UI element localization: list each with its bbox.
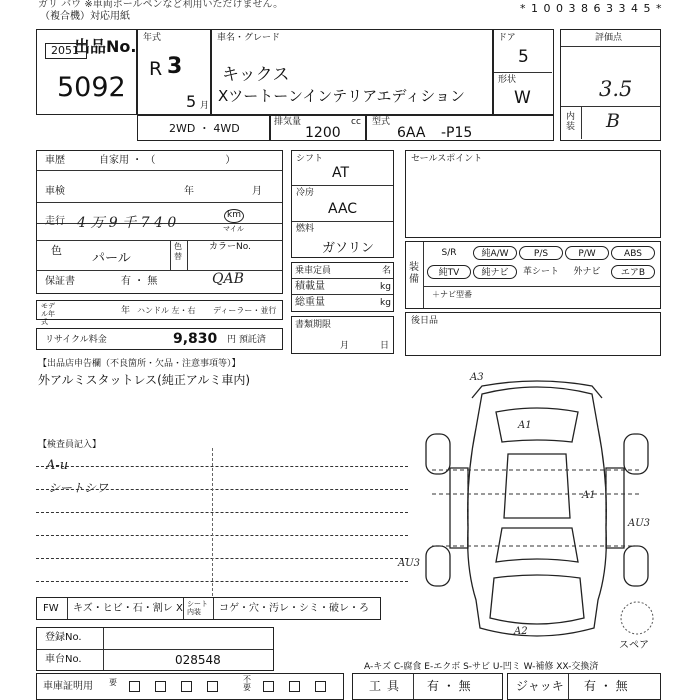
- lot-box: [36, 29, 137, 115]
- chassis-label: 車台No.: [45, 654, 82, 665]
- inspector-line-3: [36, 512, 408, 513]
- color-label: 色: [51, 244, 62, 257]
- exhibit-notes-text: 外アルミスタットレス(純正アルミ車内): [38, 373, 251, 387]
- registration-box: [36, 627, 274, 671]
- equipment-note: ＋ナビ型番: [432, 290, 472, 299]
- shape-value: W: [514, 88, 531, 108]
- lot-label: 出品No.: [74, 37, 137, 56]
- lot-code-box: [45, 43, 87, 59]
- spare-tire: [621, 602, 653, 634]
- model-year-label: モデル年式: [41, 302, 55, 326]
- recycle-label: リサイクル料金: [45, 335, 107, 345]
- model-grade: Xツートーンインテリアエディション: [218, 87, 465, 105]
- inspector-line-6: [36, 581, 408, 582]
- equipment-item: 純TV: [427, 265, 471, 279]
- row-line-4: [37, 240, 282, 241]
- year-month: 5: [186, 92, 197, 111]
- year-era: R: [149, 58, 163, 80]
- weight-unit: kg: [380, 298, 391, 308]
- tools-divider: [413, 674, 414, 699]
- type-box: [366, 115, 554, 141]
- mileage-value: 4 万 9 千 7 4 0: [77, 215, 177, 231]
- inspector-line-5: [36, 558, 408, 559]
- rating-header-line: [561, 46, 660, 47]
- jack-divider: [568, 674, 569, 699]
- row-line-5: [37, 270, 282, 271]
- color-no-label: カラーNo.: [209, 242, 251, 252]
- row-line-2: [37, 202, 282, 203]
- lot-code: 2051: [51, 44, 79, 57]
- fw-text: キズ・ヒビ・石・割レ X: [73, 603, 183, 614]
- equipment-divider: [423, 242, 424, 308]
- color-sub-divider: [170, 240, 171, 270]
- registration-label: 登録No.: [45, 632, 82, 643]
- inspector-line2-text: シートシワ: [48, 481, 109, 495]
- certificate-checkbox-4[interactable]: [207, 681, 218, 692]
- model-year-unit: 年: [121, 306, 131, 316]
- car-rear-top: [472, 381, 602, 398]
- inspector-area: [36, 448, 408, 596]
- floor-box: [36, 597, 381, 620]
- mark-a3: A3: [470, 372, 484, 383]
- deadline-label: 書類期限: [295, 320, 332, 330]
- side-right: [606, 468, 624, 548]
- interior-value: B: [606, 110, 620, 132]
- deadline-box: [291, 316, 394, 354]
- color-value: パール: [92, 251, 131, 266]
- weight-label: 総重量: [295, 297, 325, 308]
- certificate-box: [36, 673, 344, 700]
- registration-divider: [103, 628, 104, 670]
- sales-point-box: [405, 150, 661, 238]
- mileage-unit-km-text: km: [227, 210, 241, 220]
- capacity-line-2: [292, 294, 393, 295]
- capacity-unit: 名: [382, 266, 392, 276]
- mark-a1-roof: A1: [518, 420, 532, 431]
- equipment-box: [405, 241, 661, 309]
- color-change-label: 色替: [174, 242, 182, 261]
- year-value: 3: [167, 54, 183, 79]
- equipment-item: 純A/W: [473, 246, 517, 260]
- car-windshield: [496, 528, 578, 562]
- color-no-divider: [187, 240, 188, 270]
- drive-box: [137, 115, 270, 141]
- drive-text: 2WD ・ 4WD: [169, 122, 240, 135]
- equipment-row-2: [427, 265, 657, 280]
- equipment-item: P/S: [519, 246, 563, 260]
- seat-label: シート内装: [187, 600, 208, 616]
- row-line-1: [37, 170, 282, 171]
- certificate-checkbox-7[interactable]: [315, 681, 326, 692]
- details-table: [36, 150, 283, 294]
- inspector-line-4: [36, 535, 408, 536]
- car-hood: [490, 575, 584, 624]
- certificate-checkbox-3[interactable]: [181, 681, 192, 692]
- handle-text: ハンドル 左・右: [137, 306, 196, 315]
- deadline-day: 日: [380, 341, 390, 351]
- exhibit-notes-label: 【出品店申告欄（不良箇所・欠品・注意事項等）】: [38, 359, 241, 369]
- certificate-checkbox-2[interactable]: [155, 681, 166, 692]
- history-options: 自家用 ・ （ ）: [99, 155, 236, 166]
- inspection-label: 車検: [45, 186, 65, 197]
- equipment-item: S/R: [441, 248, 457, 258]
- car-body-outline: [468, 387, 607, 636]
- door-box: [493, 29, 554, 115]
- shift-line-2: [292, 221, 393, 222]
- mileage-unit-km: [224, 209, 244, 223]
- lot-number: 5092: [57, 72, 126, 103]
- mileage-unit-mile: マイル: [223, 225, 244, 233]
- equipment-item: ABS: [611, 246, 655, 260]
- type-value: -P15: [441, 125, 473, 141]
- seat-divider: [183, 598, 184, 619]
- interior-divider: [581, 106, 582, 139]
- inspector-line1-text: A-u: [46, 458, 69, 473]
- rating-label: 評価点: [595, 33, 623, 43]
- certificate-label: 車庫証明用: [43, 681, 93, 692]
- rating-divider: [561, 106, 660, 107]
- mark-a1-side: A1: [582, 490, 596, 501]
- retrofit-box: [405, 312, 661, 356]
- spare-label: スペア: [619, 640, 649, 651]
- mark-a2: A2: [514, 626, 528, 637]
- shift-value: AT: [332, 165, 350, 181]
- warranty-options: 有 ・ 無: [121, 276, 158, 287]
- inspector-label: 【検査員記入】: [38, 440, 102, 450]
- fw-label: FW: [43, 603, 59, 614]
- displacement-value: 1200: [305, 125, 341, 141]
- recycle-box: [36, 328, 283, 350]
- capacity-line-1: [292, 278, 393, 279]
- seat-text: コゲ・穴・汚レ・シミ・破レ・ろ: [219, 603, 369, 614]
- certificate-option-1: 要: [109, 678, 117, 687]
- mileage-label: 走行: [45, 216, 65, 227]
- load-unit: kg: [380, 282, 391, 292]
- rating-box: [560, 29, 661, 141]
- recycle-value: 9,830: [173, 331, 218, 347]
- displacement-unit: cc: [351, 117, 361, 127]
- model-label: 車名・グレード: [217, 33, 281, 43]
- aircon-value: AAC: [328, 201, 358, 217]
- inspection-year-unit: 年: [184, 186, 194, 197]
- shift-box: [291, 150, 394, 258]
- recycle-unit: 円 預託済: [227, 335, 266, 345]
- car-rear-window: [496, 408, 578, 442]
- load-label: 積載量: [295, 281, 325, 292]
- model-year-box: [36, 300, 283, 326]
- certificate-option-2: 不要: [243, 675, 251, 692]
- jack-label: ジャッキ: [516, 679, 564, 693]
- tools-box: [352, 673, 503, 700]
- seat-divider-2: [213, 598, 214, 619]
- wheel-front-left: [426, 546, 450, 586]
- year-month-suffix: 月: [200, 101, 210, 111]
- inspector-line-1: [36, 466, 408, 467]
- dealer-text: ディーラー・並行: [213, 306, 277, 315]
- equipment-item: P/W: [565, 246, 609, 260]
- car-roof: [504, 454, 570, 518]
- fw-divider: [67, 598, 68, 619]
- fuel-label: 燃料: [296, 224, 315, 234]
- tools-label: 工具: [369, 679, 406, 693]
- equipment-note-line: [423, 286, 660, 287]
- legend-text: A-キズ C-腐食 E-エクボ S-サビ U-凹ミ W-補修 XX-交換済: [364, 662, 599, 672]
- mark-au3-left: AU3: [398, 558, 421, 569]
- warranty-label: 保証書: [45, 276, 75, 287]
- model-box: [211, 29, 493, 115]
- header-subtitle: （複合機）対応用紙: [40, 11, 130, 22]
- type-label: 型式: [372, 117, 391, 127]
- certificate-checkbox-6[interactable]: [289, 681, 300, 692]
- equipment-row-1: [427, 246, 657, 261]
- interior-label: 内装: [566, 112, 576, 132]
- fuel-value: ガソリン: [322, 241, 375, 256]
- wheel-front-right: [624, 546, 648, 586]
- sales-point-label: セールスポイント: [411, 154, 483, 164]
- equipment-label: 装備: [409, 262, 419, 285]
- jack-box: [507, 673, 661, 700]
- history-label: 車歴: [45, 155, 65, 166]
- door-divider: [494, 72, 552, 73]
- equipment-item: 革シート: [522, 267, 559, 277]
- rating-score: 3.5: [599, 77, 633, 101]
- chassis-value: 028548: [175, 653, 221, 667]
- header-top-text: ガリ バウ ※車両ボールペンなど利用いただけません。: [38, 0, 284, 10]
- displacement-label: 排気量: [274, 117, 302, 127]
- deadline-month: 月: [340, 341, 350, 351]
- tools-options: 有 ・ 無: [427, 679, 471, 693]
- door-value: 5: [518, 47, 529, 67]
- shift-line-1: [292, 185, 393, 186]
- color-no-value: QAB: [212, 271, 244, 287]
- barcode-digits: * 1 0 0 3 8 6 3 3 4 5 *: [520, 2, 663, 15]
- aircon-label: 冷房: [296, 188, 315, 198]
- jack-options: 有 ・ 無: [584, 679, 628, 693]
- equipment-item: 純ナビ: [473, 265, 517, 279]
- wheel-rear-right: [624, 434, 648, 474]
- inspection-month-unit: 月: [252, 186, 262, 197]
- shift-label: シフト: [296, 154, 324, 164]
- year-box: [137, 29, 211, 115]
- car-diagram: [398, 368, 662, 658]
- capacity-label: 乗車定員: [295, 266, 332, 276]
- capacity-box: [291, 262, 394, 312]
- inspector-vline-1: [212, 448, 213, 596]
- retrofit-label: 後日品: [411, 316, 439, 326]
- wheel-rear-left: [426, 434, 450, 474]
- displacement-box: [270, 115, 366, 141]
- door-label: ドア: [498, 33, 516, 43]
- certificate-checkbox-1[interactable]: [129, 681, 140, 692]
- mark-au3-right: AU3: [628, 518, 651, 529]
- year-label: 年式: [143, 33, 162, 43]
- side-left: [450, 468, 468, 548]
- shape-label: 形状: [498, 75, 517, 85]
- equipment-item: 外ナビ: [573, 267, 601, 277]
- certificate-checkbox-5[interactable]: [263, 681, 274, 692]
- registration-line: [37, 649, 273, 650]
- equipment-item: エアB: [611, 265, 655, 279]
- type-prefix: 6AA: [397, 125, 426, 141]
- model-name: キックス: [222, 65, 290, 85]
